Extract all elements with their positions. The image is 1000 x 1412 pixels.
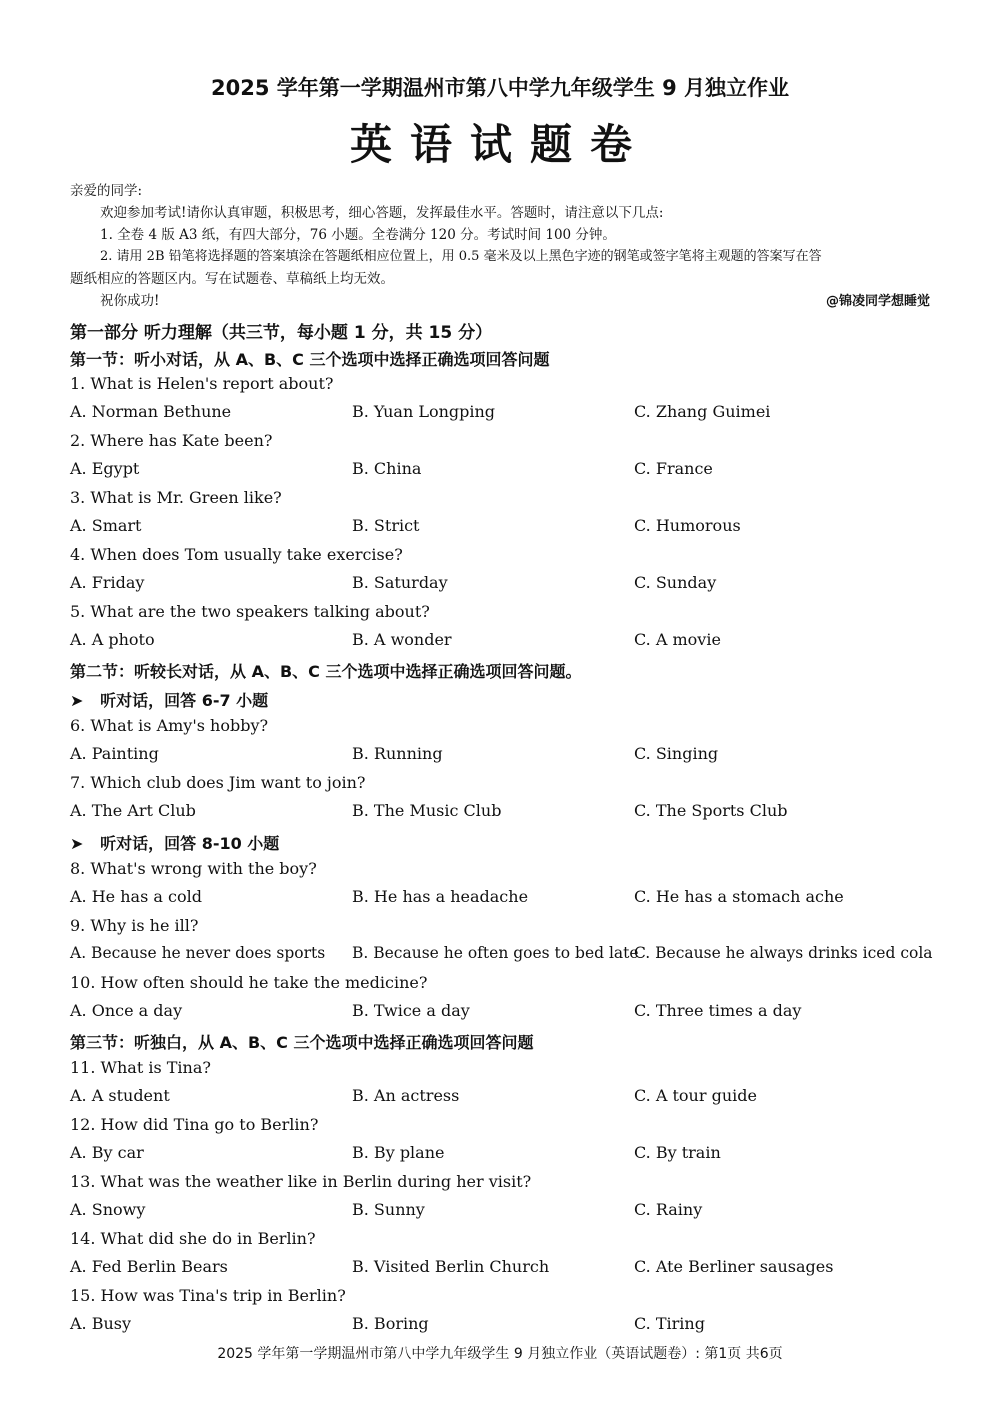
q15-option-b: B. Boring — [352, 1314, 429, 1333]
q4-option-a: A. Friday — [70, 573, 145, 592]
question-2: 2. Where has Kate been? — [70, 431, 273, 450]
q7-option-a: A. The Art Club — [70, 801, 196, 820]
q15-option-a: A. Busy — [70, 1314, 132, 1333]
q11-option-c: C. A tour guide — [634, 1086, 757, 1105]
q15-option-c: C. Tiring — [634, 1314, 705, 1333]
q12-option-c: C. By train — [634, 1143, 721, 1162]
q7-option-b: B. The Music Club — [352, 801, 502, 820]
q3-option-b: B. Strict — [352, 516, 420, 535]
q1-option-c: C. Zhang Guimei — [634, 402, 771, 421]
q11-option-b: B. An actress — [352, 1086, 460, 1105]
watermark-text: @锦凌同学想睡觉 — [825, 294, 930, 309]
question-4: 4. When does Tom usually take exercise? — [70, 545, 403, 564]
question-1: 1. What is Helen's report about? — [70, 374, 334, 393]
question-8: 8. What's wrong with the boy? — [70, 859, 317, 878]
question-13: 13. What was the weather like in Berlin during her visit? — [70, 1172, 532, 1191]
q10-option-c: C. Three times a day — [634, 1001, 802, 1020]
intro-greeting: 亲爱的同学: — [70, 183, 143, 199]
section1-title: 第一节：听小对话，从 A、B、C 三个选项中选择正确选项回答问题 — [70, 350, 550, 369]
intro-wish: 祝你成功! — [100, 293, 160, 309]
q2-option-b: B. China — [352, 459, 422, 478]
exam-header: 2025 学年第一学期温州市第八中学九年级学生 9 月独立作业 — [211, 76, 789, 100]
q4-option-b: B. Saturday — [352, 573, 448, 592]
group1-label: 听对话，回答 6-7 小题 — [100, 691, 269, 710]
q5-option-b: B. A wonder — [352, 630, 452, 649]
arrow-icon: ➤ — [70, 834, 84, 853]
q1-option-b: B. Yuan Longping — [352, 402, 496, 421]
question-10: 10. How often should he take the medicine? — [70, 973, 428, 992]
part1-title: 第一部分 听力理解（共三节，每小题 1 分，共 15 分） — [70, 323, 493, 343]
q12-option-b: B. By plane — [352, 1143, 445, 1162]
q10-option-a: A. Once a day — [70, 1001, 183, 1020]
group2-heading — [70, 831, 279, 854]
q10-option-b: B. Twice a day — [352, 1001, 470, 1020]
q8-option-a: A. He has a cold — [70, 887, 202, 906]
q8-option-b: B. He has a headache — [352, 887, 529, 906]
q14-option-b: B. Visited Berlin Church — [352, 1257, 550, 1276]
q9-option-c: C. Because he always drinks iced cola — [634, 944, 933, 962]
q6-option-a: A. Painting — [70, 744, 159, 763]
q8-option-c: C. He has a stomach ache — [634, 887, 844, 906]
q3-option-a: A. Smart — [70, 516, 142, 535]
intro-line-2: 1. 全卷 4 版 A3 纸，有四大部分，76 小题。全卷满分 120 分。考试时间 100 分钟。 — [100, 227, 616, 243]
question-14: 14. What did she do in Berlin? — [70, 1229, 316, 1248]
arrow-icon: ➤ — [70, 691, 84, 710]
q7-option-c: C. The Sports Club — [634, 801, 788, 820]
intro-line-3b: 题纸相应的答题区内。写在试题卷、草稿纸上均无效。 — [70, 271, 394, 287]
q5-option-c: C. A movie — [634, 630, 721, 649]
section2-title: 第二节：听较长对话，从 A、B、C 三个选项中选择正确选项回答问题。 — [70, 662, 582, 681]
q9-option-b: B. Because he often goes to bed late — [352, 944, 639, 962]
q13-option-b: B. Sunny — [352, 1200, 425, 1219]
intro-line-1: 欢迎参加考试!请你认真审题，积极思考，细心答题，发挥最佳水平。答题时，请注意以下几点: — [100, 205, 664, 221]
q13-option-c: C. Rainy — [634, 1200, 703, 1219]
question-6: 6. What is Amy's hobby? — [70, 716, 269, 735]
q2-option-c: C. France — [634, 459, 713, 478]
q9-option-a: A. Because he never does sports — [70, 944, 326, 962]
q11-option-a: A. A student — [70, 1086, 170, 1105]
section3-title: 第三节：听独白，从 A、B、C 三个选项中选择正确选项回答问题 — [70, 1033, 534, 1052]
q14-option-c: C. Ate Berliner sausages — [634, 1257, 834, 1276]
page-footer: 2025 学年第一学期温州市第八中学九年级学生 9 月独立作业（英语试题卷）: 第1页 共6页 — [217, 1346, 783, 1362]
group2-label: 听对话，回答 8-10 小题 — [100, 834, 280, 853]
q6-option-b: B. Running — [352, 744, 443, 763]
intro-line-3a: 2. 请用 2B 铅笔将选择题的答案填涂在答题纸相应位置上，用 0.5 毫米及以上黑色字迹的钢笔或签字笔将主观题的答案写在答 — [100, 249, 822, 264]
q14-option-a: A. Fed Berlin Bears — [70, 1257, 228, 1276]
q6-option-c: C. Singing — [634, 744, 719, 763]
q3-option-c: C. Humorous — [634, 516, 741, 535]
question-15: 15. How was Tina's trip in Berlin? — [70, 1286, 346, 1305]
question-3: 3. What is Mr. Green like? — [70, 488, 282, 507]
question-9: 9. Why is he ill? — [70, 916, 199, 935]
q12-option-a: A. By car — [70, 1143, 144, 1162]
question-11: 11. What is Tina? — [70, 1058, 211, 1077]
q13-option-a: A. Snowy — [70, 1200, 146, 1219]
page-title: 英语试题卷 — [349, 120, 650, 169]
q4-option-c: C. Sunday — [634, 573, 717, 592]
q1-option-a: A. Norman Bethune — [70, 402, 232, 421]
question-7: 7. Which club does Jim want to join? — [70, 773, 366, 792]
question-12: 12. How did Tina go to Berlin? — [70, 1115, 319, 1134]
question-5: 5. What are the two speakers talking about? — [70, 602, 430, 621]
q5-option-a: A. A photo — [70, 630, 155, 649]
group1-heading — [70, 688, 268, 711]
q2-option-a: A. Egypt — [70, 459, 140, 478]
